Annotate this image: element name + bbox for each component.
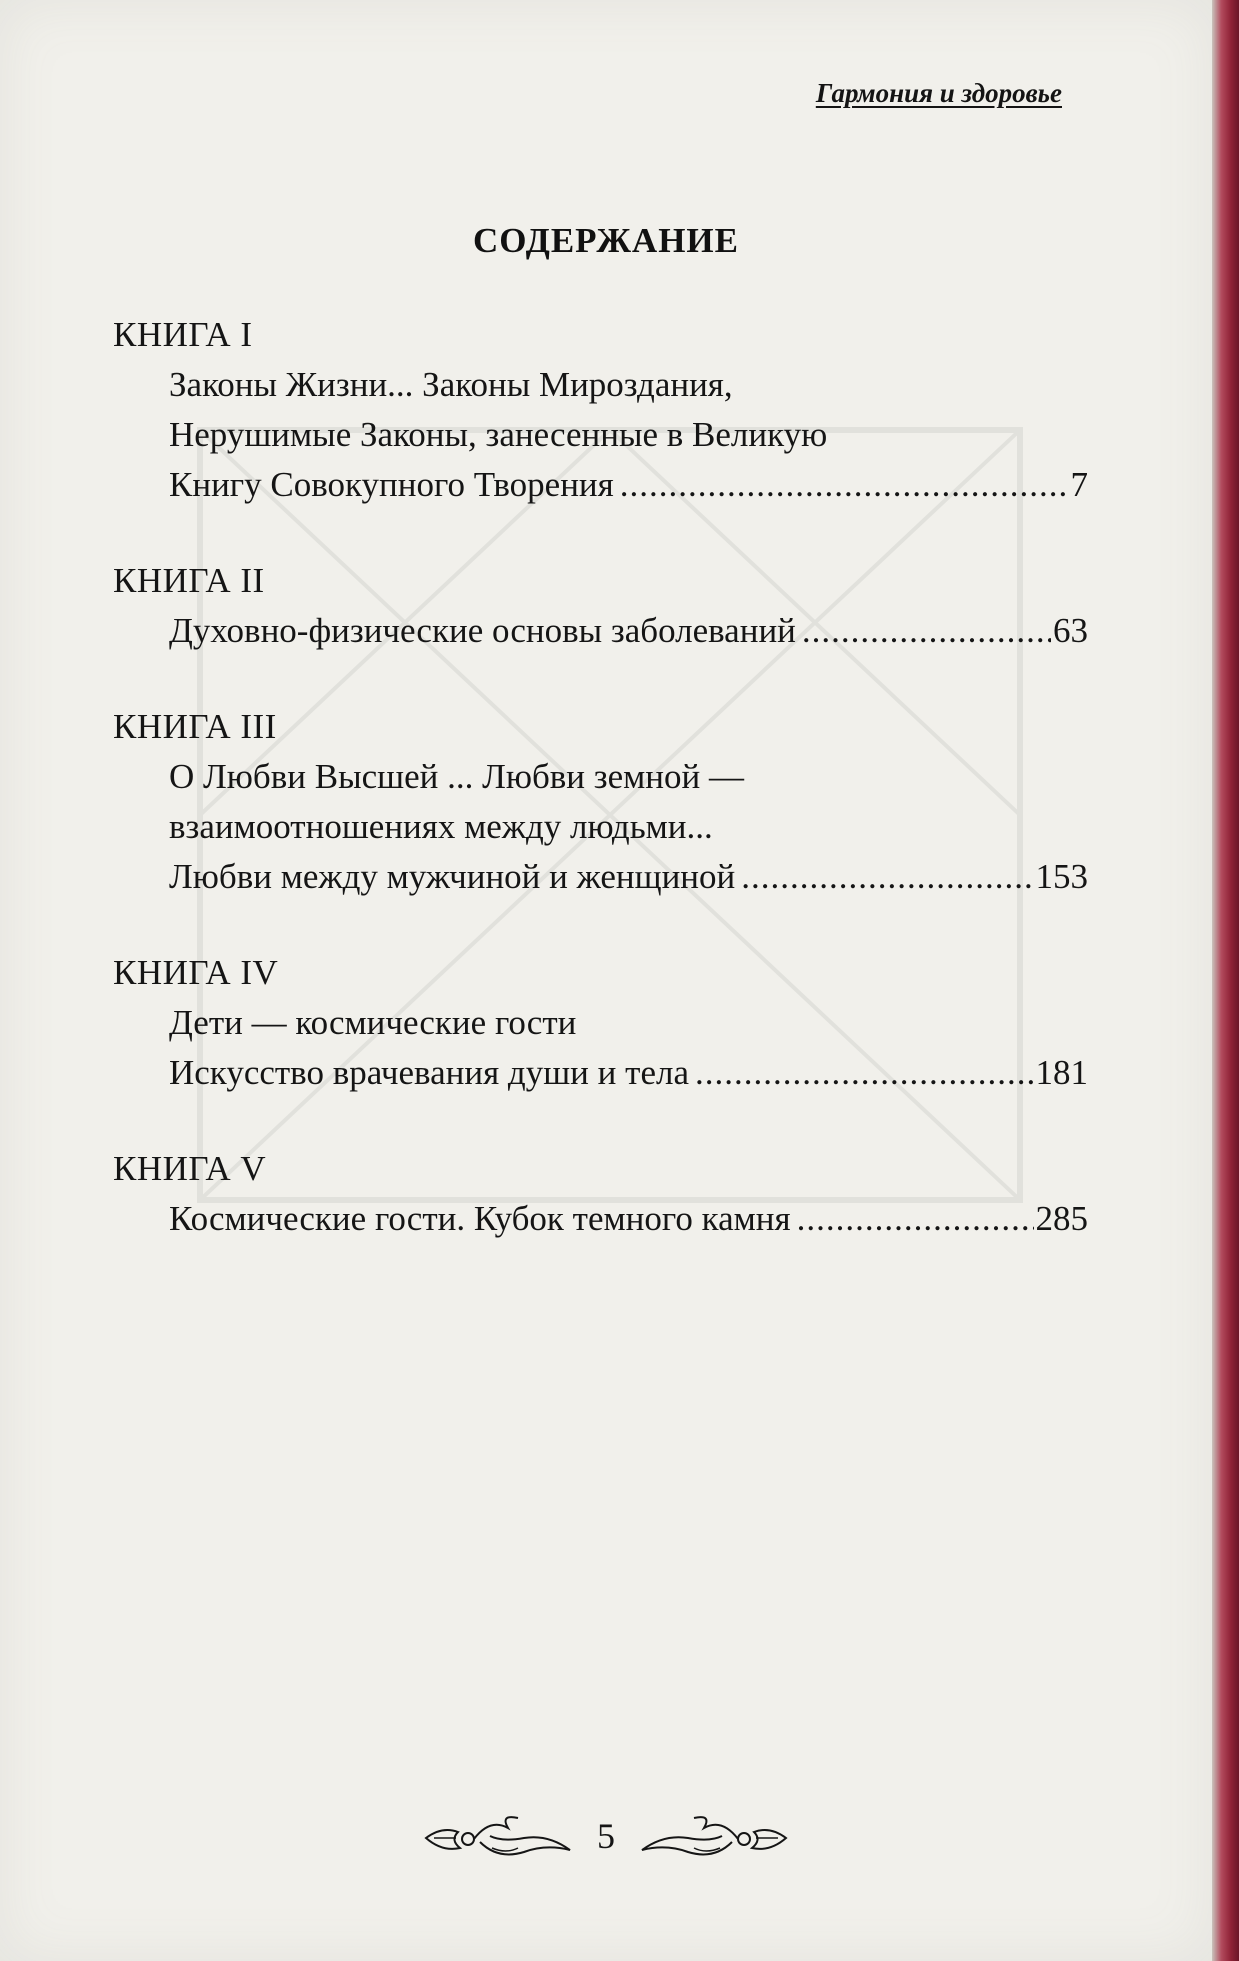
entry-text-line: Книгу Совокупного Творения — [169, 465, 614, 504]
entry-text-line: О Любви Высшей ... Любви земной — — [169, 757, 745, 796]
entry-final-line — [169, 852, 1088, 902]
leaf-ornament-icon — [420, 1808, 575, 1868]
entry-final-line — [169, 1194, 1088, 1244]
dot-leader — [741, 852, 1033, 902]
book-label: КНИГА V — [113, 1149, 267, 1188]
running-header: Гармония и здоровье — [815, 78, 1062, 108]
entry-text-line: Духовно-физические основы заболеваний — [169, 611, 796, 650]
page-number-ref: 7 — [1070, 465, 1088, 504]
entry-final-line — [169, 1048, 1088, 1098]
toc-book-2 — [113, 556, 1088, 656]
dot-leader — [620, 460, 1069, 510]
entry-final-line — [169, 606, 1088, 656]
toc-entry — [113, 752, 1088, 902]
page-number-ref: 153 — [1035, 857, 1088, 896]
entry-text-line: Искусство врачевания души и тела — [169, 1053, 689, 1092]
book-spine-edge — [1212, 0, 1239, 1961]
entry-final-line — [169, 460, 1088, 510]
entry-text-line: Дети — космические гости — [169, 1003, 577, 1042]
page-number-ref: 63 — [1053, 611, 1088, 650]
entry-text-line: взаимоотношениях между людьми... — [169, 807, 713, 846]
toc-book-1 — [113, 310, 1088, 510]
dot-leader — [802, 606, 1051, 656]
page-footer — [0, 1808, 1212, 1868]
book-label: КНИГА II — [113, 561, 265, 600]
dot-leader — [695, 1048, 1034, 1098]
toc-entry — [113, 998, 1088, 1098]
toc-title: СОДЕРЖАНИЕ — [472, 221, 739, 260]
book-label: КНИГА IV — [113, 953, 279, 992]
page-number-ref: 285 — [1035, 1199, 1088, 1238]
entry-text-line: Законы Жизни... Законы Мироздания, — [169, 365, 733, 404]
toc-entry — [113, 1194, 1088, 1244]
entry-text-line: Космические гости. Кубок темного камня — [169, 1199, 791, 1238]
table-of-contents — [113, 310, 1088, 1290]
leaf-ornament-icon — [637, 1808, 792, 1868]
dot-leader — [797, 1194, 1034, 1244]
entry-text-line: Нерушимые Законы, занесенные в Великую — [169, 415, 828, 454]
toc-entry — [113, 360, 1088, 510]
entry-text-line: Любви между мужчиной и женщиной — [169, 857, 736, 896]
toc-book-5 — [113, 1144, 1088, 1244]
book-label: КНИГА III — [113, 707, 277, 746]
page-number: 5 — [597, 1816, 615, 1856]
toc-book-3 — [113, 702, 1088, 902]
toc-book-4 — [113, 948, 1088, 1098]
book-label: КНИГА I — [113, 315, 253, 354]
toc-entry — [113, 606, 1088, 656]
page-number-ref: 181 — [1035, 1053, 1088, 1092]
